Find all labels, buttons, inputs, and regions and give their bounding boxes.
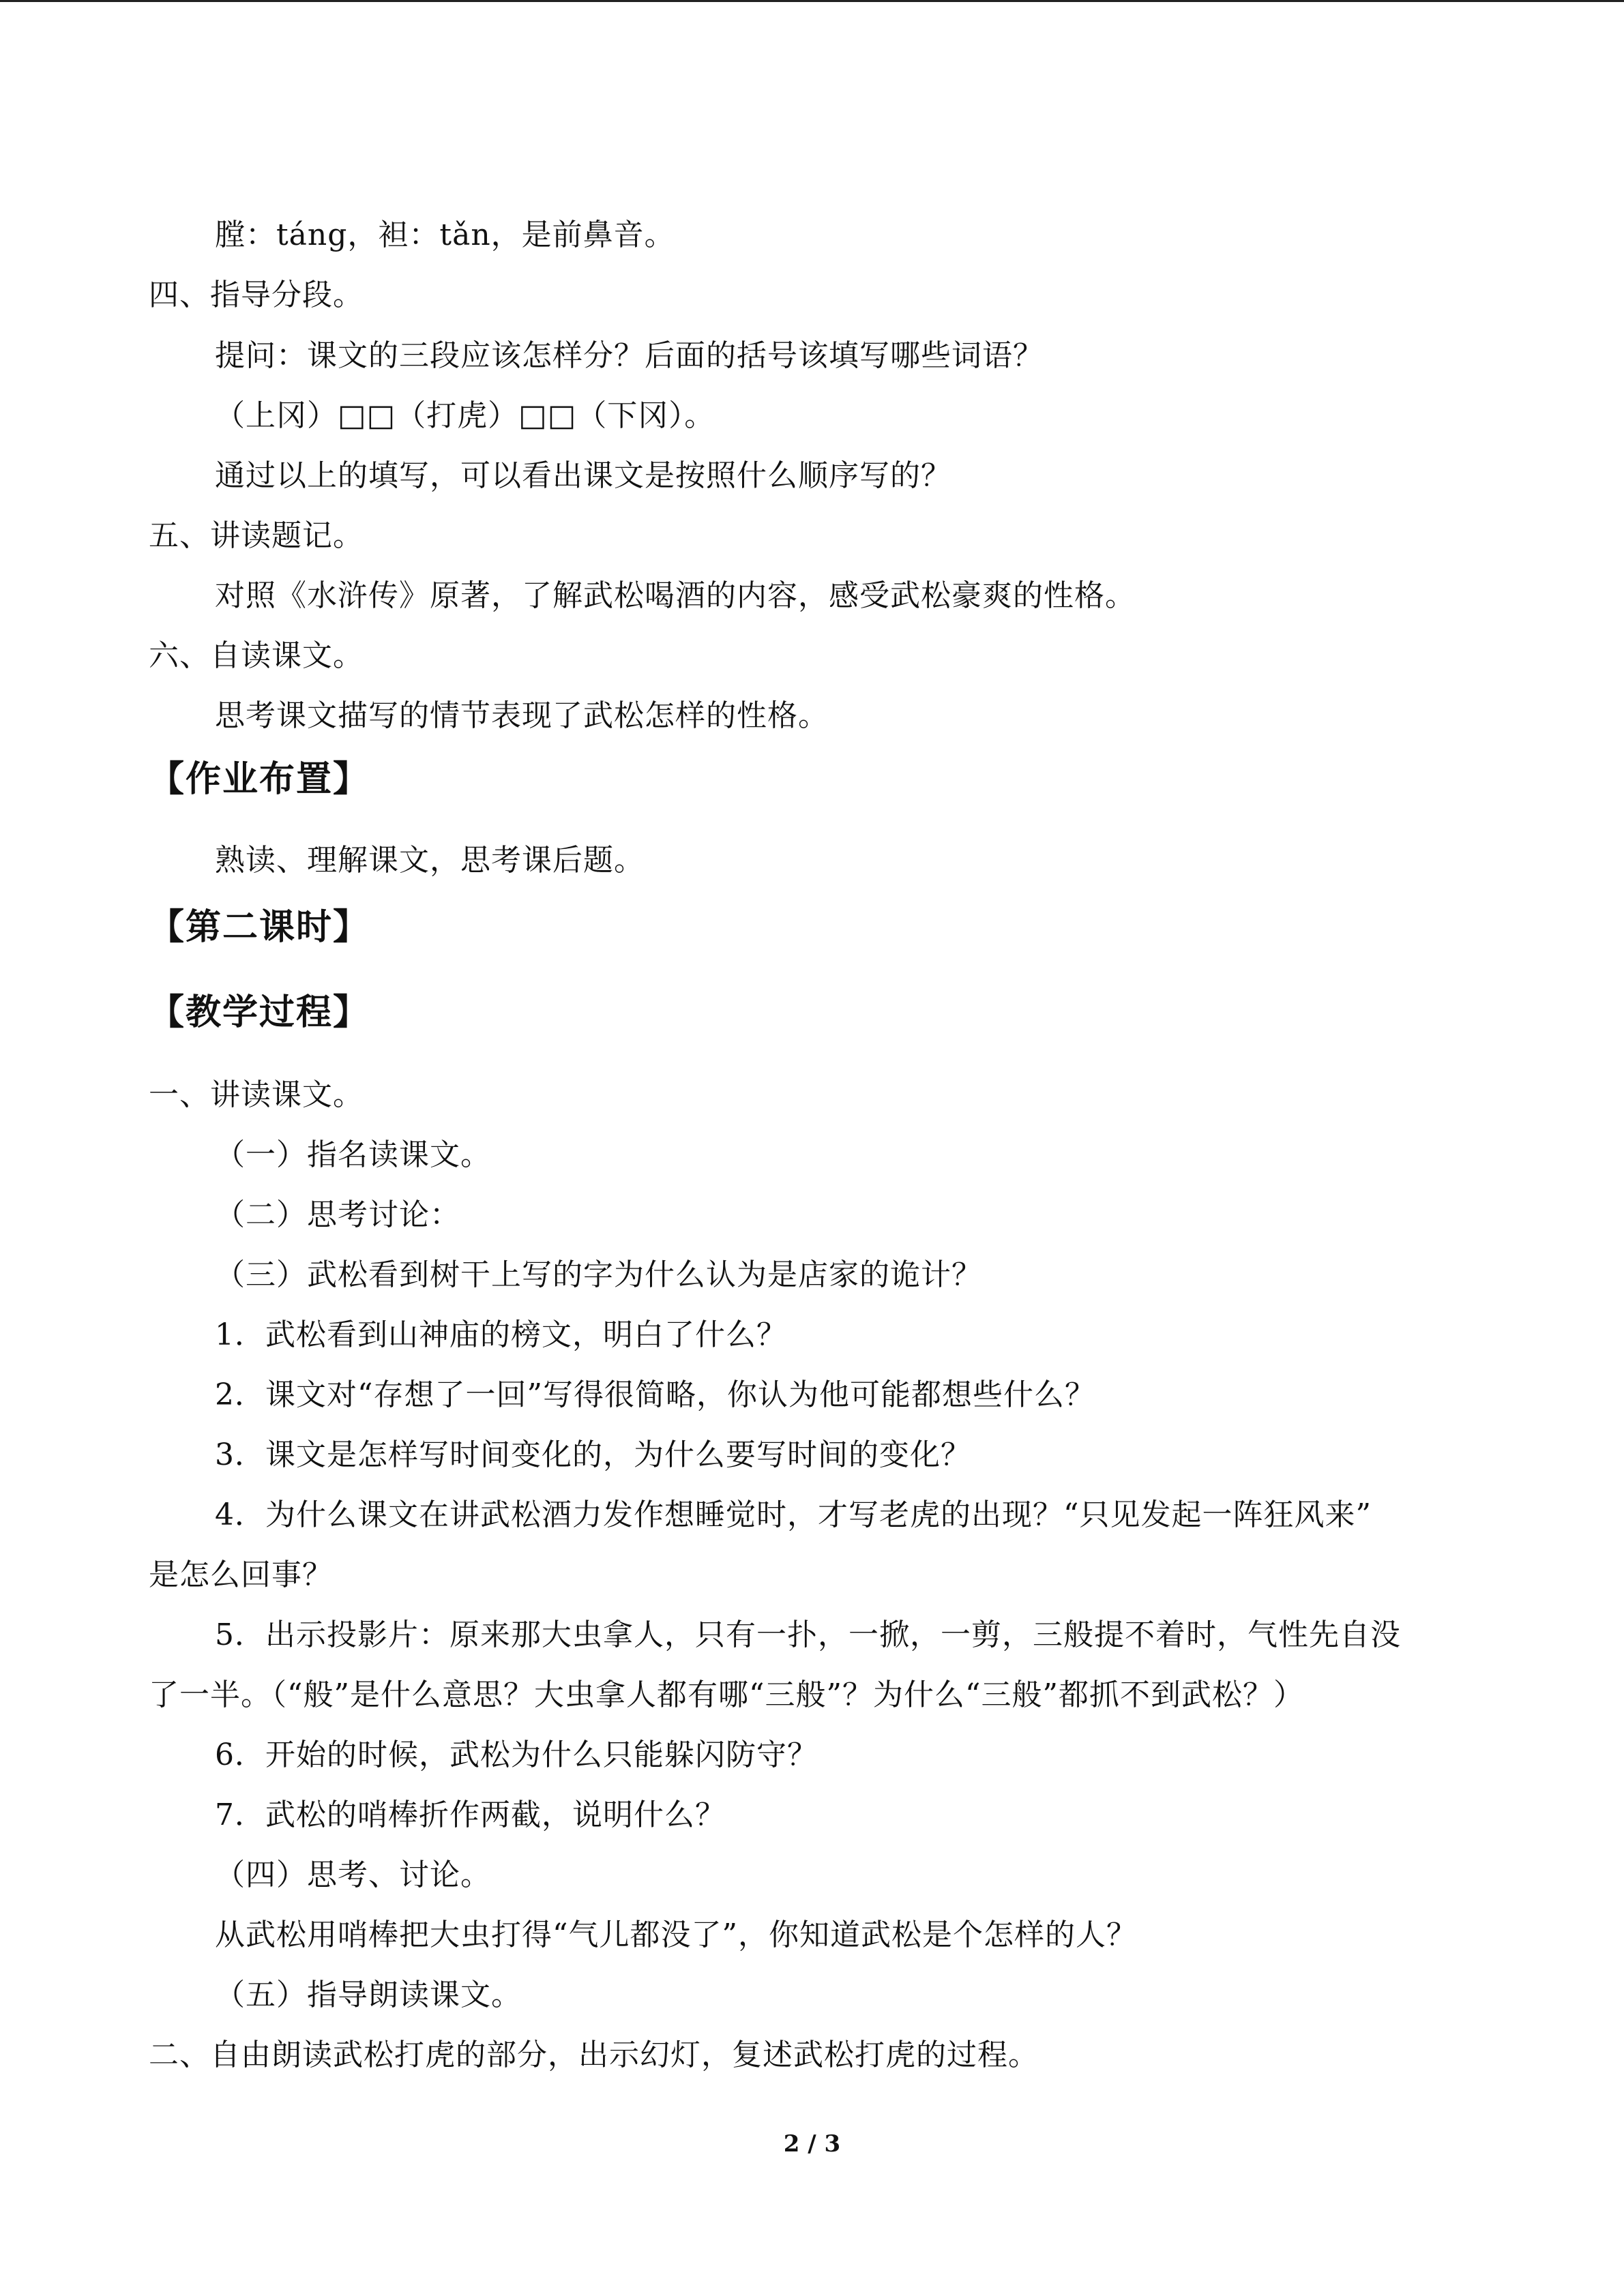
process-item: （二）思考讨论：: [215, 1197, 460, 1232]
paragraph-think: 思考课文描写的情节表现了武松怎样的性格。: [215, 698, 829, 733]
process-item: 7．武松的哨棒折作两截，说明什么？: [215, 1798, 726, 1832]
heading-second-lesson: 【第二课时】: [149, 907, 370, 948]
paragraph-blanks: （上冈）□□（打虎）□□（下冈）。: [215, 398, 715, 433]
process-item: 2．课文对“存想了一回”写得很简略，你认为他可能都想些什么？: [215, 1377, 1095, 1412]
heading-homework: 【作业布置】: [149, 759, 370, 800]
section-five-title: 五、讲读题记。: [149, 518, 364, 553]
process-item-continuation: 了一半。（“般”是什么意思？大虫拿人都有哪“三般”？为什么“三般”都抓不到武松？）: [149, 1678, 1304, 1712]
heading-teaching-process: 【教学过程】: [149, 992, 370, 1033]
paragraph-compare: 对照《水浒传》原著，了解武松喝酒的内容，感受武松豪爽的性格。: [215, 578, 1136, 613]
paragraph-order-question: 通过以上的填写，可以看出课文是按照什么顺序写的？: [215, 458, 951, 493]
process-item: 4．为什么课文在讲武松酒力发作想睡觉时，才写老虎的出现？“只见发起一阵狂风来”: [215, 1497, 1372, 1532]
process-item: 6．开始的时候，武松为什么只能躲闪防守？: [215, 1738, 818, 1772]
process-item: 5．出示投影片：原来那大虫拿人，只有一扑，一掀，一剪，三般提不着时，气性先自没: [215, 1617, 1401, 1652]
process-item: 一、讲读课文。: [149, 1077, 364, 1112]
process-item: 1．武松看到山神庙的榜文，明白了什么？: [215, 1317, 787, 1352]
process-item: （三）武松看到树干上写的字为什么认为是店家的诡计？: [215, 1257, 982, 1292]
process-item: 二、自由朗读武松打虎的部分，出示幻灯，复述武松打虎的过程。: [149, 2038, 1039, 2072]
process-item: 3．课文是怎样写时间变化的，为什么要写时间的变化？: [215, 1437, 971, 1472]
pronunciation-note: 膛：táng，袒：tǎn，是前鼻音。: [215, 218, 675, 252]
paragraph-question: 提问：课文的三段应该怎样分？后面的括号该填写哪些词语？: [215, 338, 1044, 373]
process-item-continuation: 是怎么回事？: [149, 1557, 333, 1592]
process-item: 从武松用哨棒把大虫打得“气儿都没了”，你知道武松是个怎样的人？: [215, 1918, 1137, 1952]
process-item: （五）指导朗读课文。: [215, 1978, 522, 2012]
page-number: 2 / 3: [783, 2130, 841, 2158]
section-four-title: 四、指导分段。: [149, 278, 364, 312]
process-item: （一）指名读课文。: [215, 1137, 491, 1172]
homework-text: 熟读、理解课文，思考课后题。: [215, 843, 645, 878]
process-item: （四）思考、讨论。: [215, 1858, 491, 1892]
section-six-title: 六、自读课文。: [149, 638, 364, 673]
